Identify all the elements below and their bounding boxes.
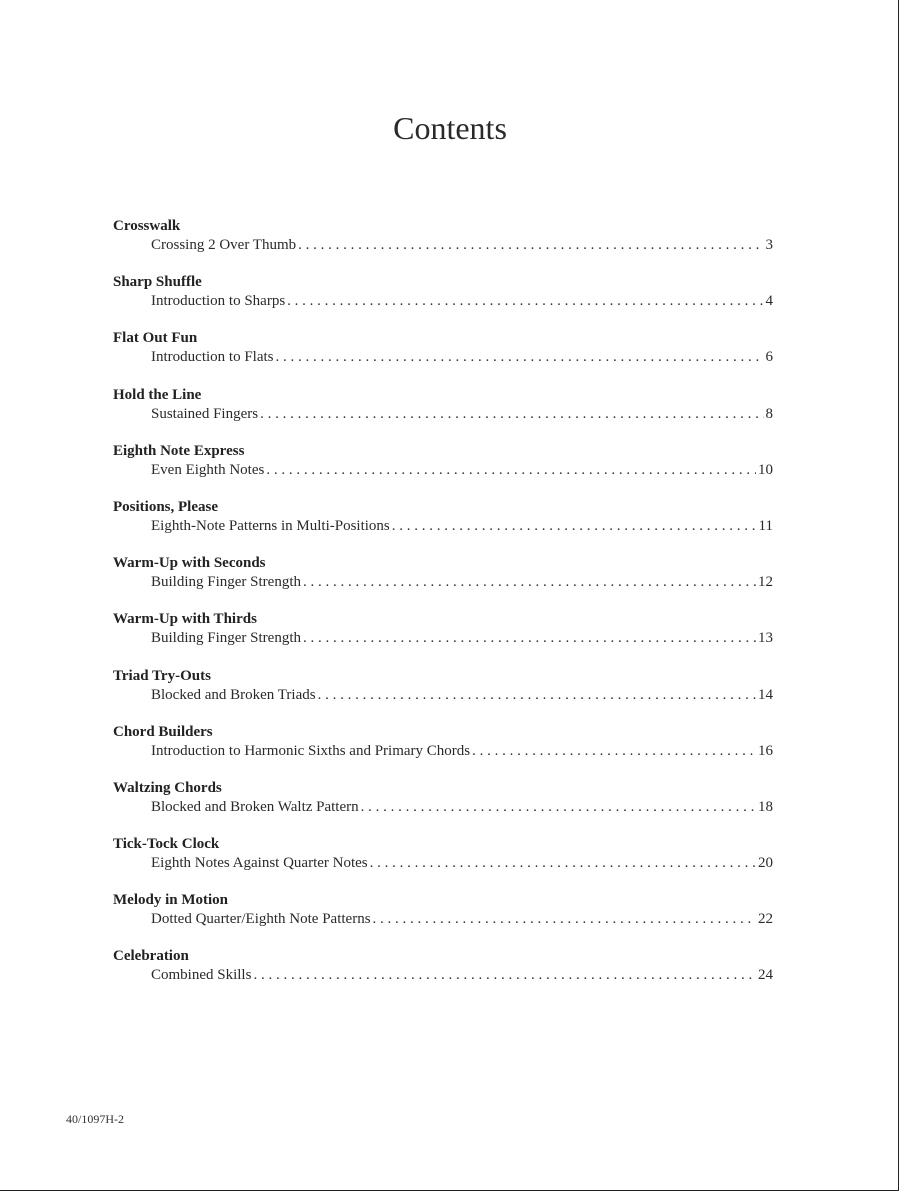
toc-entry-subtitle: Even Eighth Notes	[151, 461, 265, 478]
toc-entry-title: Positions, Please	[113, 498, 218, 515]
toc-entry-subtitle: Combined Skills	[151, 967, 252, 984]
toc-entry-line	[151, 573, 773, 591]
toc-entry-title: Celebration	[113, 948, 189, 965]
toc-entry	[113, 272, 773, 328]
leader-dots	[266, 461, 756, 479]
toc-entry	[113, 666, 773, 722]
toc-entry-line	[151, 461, 773, 479]
toc-entry-title: Eighth Note Express	[113, 442, 245, 459]
toc-entry-title: Warm-Up with Thirds	[113, 611, 257, 628]
table-of-contents	[113, 216, 773, 1003]
toc-page-number: 10	[758, 461, 773, 478]
toc-entry-title: Hold the Line	[113, 386, 202, 403]
toc-entry-title: Melody in Motion	[113, 892, 228, 909]
toc-entry-subtitle: Introduction to Harmonic Sixths and Primary Chords	[151, 742, 471, 759]
leader-dots	[392, 517, 757, 535]
toc-entry-line	[151, 686, 773, 704]
toc-page-number: 4	[765, 293, 773, 310]
toc-entry-line	[151, 629, 773, 647]
toc-page-number: 14	[758, 686, 773, 703]
leader-dots	[260, 405, 763, 423]
toc-entry	[113, 609, 773, 665]
toc-page-number: 13	[758, 630, 773, 647]
toc-page-number: 3	[765, 237, 773, 253]
toc-entry-line	[151, 405, 773, 423]
page-title: Contents	[393, 110, 507, 146]
toc-entry-title: Triad Try-Outs	[113, 667, 211, 684]
toc-page-number: 20	[758, 855, 773, 872]
toc-page-number: 11	[758, 517, 773, 534]
toc-page-number: 24	[758, 967, 773, 984]
toc-entry-line	[151, 798, 773, 816]
toc-entry-line	[151, 292, 773, 310]
toc-entry	[113, 778, 773, 834]
toc-entry	[113, 834, 773, 890]
toc-page-number: 12	[758, 574, 773, 591]
leader-dots	[361, 798, 756, 816]
toc-entry	[113, 890, 773, 946]
toc-entry-title: Waltzing Chords	[113, 779, 222, 796]
toc-page-number: 8	[765, 405, 773, 422]
toc-entry	[113, 441, 773, 497]
leader-dots	[472, 742, 756, 760]
toc-entry	[113, 722, 773, 778]
toc-entry-title: Sharp Shuffle	[113, 274, 202, 291]
toc-entry-line	[151, 742, 773, 760]
leader-dots	[318, 686, 756, 704]
toc-entry-title: Chord Builders	[113, 723, 213, 740]
toc-entry-subtitle: Blocked and Broken Triads	[151, 686, 316, 703]
toc-entry-subtitle: Building Finger Strength	[151, 630, 301, 647]
toc-page-number: 22	[758, 911, 773, 928]
toc-entry-subtitle: Blocked and Broken Waltz Pattern	[151, 798, 359, 815]
toc-entry-line	[151, 854, 773, 872]
leader-dots	[298, 236, 763, 254]
leader-dots	[253, 966, 756, 984]
leader-dots	[287, 292, 763, 310]
toc-entry	[113, 946, 773, 1002]
toc-entry-subtitle: Sustained Fingers	[151, 405, 259, 422]
toc-entry-title: Warm-Up with Seconds	[113, 555, 266, 572]
toc-entry-line	[151, 348, 773, 366]
toc-entry-subtitle: Building Finger Strength	[151, 574, 301, 591]
toc-entry-subtitle: Dotted Quarter/Eighth Note Patterns	[151, 911, 371, 928]
leader-dots	[373, 910, 756, 928]
toc-entry-subtitle: Crossing 2 Over Thumb	[151, 237, 297, 253]
toc-entry-line	[151, 966, 773, 984]
toc-entry-subtitle: Eighth Notes Against Quarter Notes	[151, 855, 368, 872]
toc-entry-subtitle: Eighth-Note Patterns in Multi-Positions	[151, 517, 390, 534]
toc-entry	[113, 216, 773, 272]
toc-page-number: 18	[758, 798, 773, 815]
toc-entry	[113, 328, 773, 384]
leader-dots	[303, 629, 756, 647]
toc-page-number: 16	[758, 742, 773, 759]
leader-dots	[370, 854, 756, 872]
toc-entry-title: Tick-Tock Clock	[113, 836, 220, 853]
toc-entry-line	[151, 910, 773, 928]
toc-page-number: 6	[765, 349, 773, 366]
toc-entry-title: Flat Out Fun	[113, 330, 198, 347]
toc-entry-title: Crosswalk	[113, 218, 181, 234]
toc-entry-line	[151, 236, 773, 254]
toc-entry	[113, 553, 773, 609]
toc-entry-subtitle: Introduction to Sharps	[151, 293, 286, 310]
toc-entry-subtitle: Introduction to Flats	[151, 349, 274, 366]
toc-entry-line	[151, 517, 773, 535]
leader-dots	[276, 348, 764, 366]
toc-entry	[113, 385, 773, 441]
leader-dots	[303, 573, 756, 591]
toc-entry	[113, 497, 773, 553]
footer-catalog-number: 40/1097H-2	[66, 1112, 124, 1126]
